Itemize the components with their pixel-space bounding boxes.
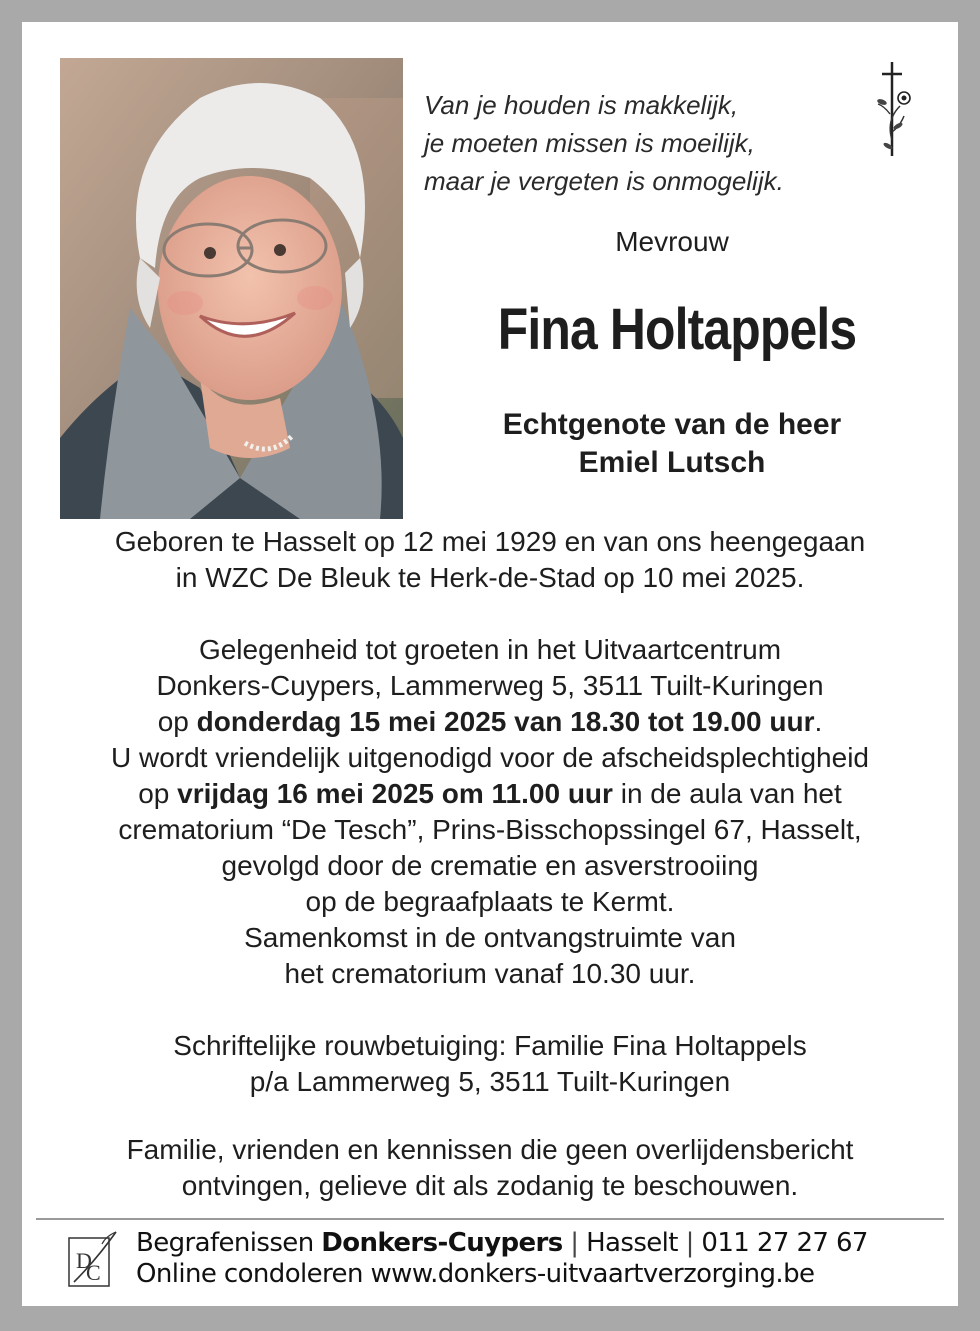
portrait-illustration — [60, 58, 403, 519]
footer-divider — [36, 1218, 944, 1220]
cross-icon — [874, 60, 922, 160]
birth-line: Geboren te Hasselt op 12 mei 1929 en van ons heengegaan — [114, 526, 866, 557]
spouse-name: Emiel Lutsch — [578, 446, 766, 479]
spouse-info — [422, 406, 922, 482]
portrait-photo — [60, 58, 403, 519]
notice-line: ontvingen, gelieve dit als zodanig te beschouwen. — [181, 1170, 799, 1201]
obituary-card — [22, 22, 958, 1306]
ceremony-datetime: vrijdag 16 mei 2025 om 11.00 uur — [177, 778, 613, 809]
death-line: in WZC De Bleuk te Herk-de-Stad op 10 mei 2025. — [175, 562, 805, 593]
website-link[interactable]: www.donkers-uitvaartverzorging.be — [370, 1259, 815, 1289]
poem-line: je moeten missen is moeilijk, — [424, 128, 755, 158]
separator: | — [562, 1228, 587, 1258]
salutation: Mevrouw — [615, 226, 729, 257]
online-condolence-line — [136, 1259, 868, 1290]
ceremony-suffix: in de aula van het — [612, 778, 842, 809]
ceremony-cemetery: op de begraafplaats te Kermt. — [305, 886, 675, 917]
spouse-line: Echtgenote van de heer — [502, 408, 842, 441]
condolence-address: p/a Lammerweg 5, 3511 Tuilt-Kuringen — [249, 1066, 731, 1097]
ceremony-prefix: op — [138, 778, 178, 809]
visitation-date-line — [22, 704, 958, 740]
reception-line: Samenkomst in de ontvangstruimte van — [244, 922, 736, 953]
poem-line: maar je vergeten is onmogelijk. — [424, 166, 784, 196]
ceremony-location: crematorium “De Tesch”, Prins-Bisschopssingel 67, Hasselt, — [118, 814, 862, 845]
funeral-home-name: Donkers-Cuypers — [321, 1228, 563, 1258]
poem-line: Van je houden is makkelijk, — [424, 90, 739, 120]
visitation-suffix: . — [814, 706, 823, 737]
footer-prefix: Begrafenissen — [136, 1228, 322, 1258]
funeral-home-phone: 011 27 27 67 — [701, 1228, 868, 1258]
funeral-home-logo-icon — [66, 1230, 118, 1290]
obituary-body — [22, 524, 958, 1204]
notice-line: Familie, vrienden en kennissen die geen overlijdensbericht — [126, 1134, 854, 1165]
separator: | — [677, 1228, 702, 1258]
visitation-line: Gelegenheid tot groeten in het Uitvaartcentrum — [198, 634, 782, 665]
funeral-home-city: Hasselt — [586, 1228, 678, 1258]
visitation-datetime: donderdag 15 mei 2025 van 18.30 tot 19.00 uur — [196, 706, 815, 737]
funeral-home-footer — [136, 1228, 868, 1290]
visitation-address: Donkers-Cuypers, Lammerweg 5, 3511 Tuilt-Kuringen — [156, 670, 824, 701]
memorial-poem — [424, 86, 784, 200]
logo-letter-c: C — [86, 1260, 101, 1285]
logo-letter-d: D — [76, 1248, 92, 1273]
ceremony-date-line — [22, 776, 958, 812]
reception-time: het crematorium vanaf 10.30 uur. — [284, 958, 696, 989]
ceremony-invitation: U wordt vriendelijk uitgenodigd voor de afscheidsplechtigheid — [110, 742, 869, 773]
condolence-line: Schriftelijke rouwbetuiging: Familie Fina Holtappels — [173, 1030, 807, 1061]
ceremony-cremation: gevolgd door de crematie en asverstrooiing — [221, 850, 759, 881]
deceased-name: Fina Holtappels — [497, 297, 857, 362]
visitation-prefix: op — [157, 706, 197, 737]
funeral-home-line — [136, 1228, 868, 1259]
online-condolence-label: Online condoleren — [136, 1259, 371, 1289]
